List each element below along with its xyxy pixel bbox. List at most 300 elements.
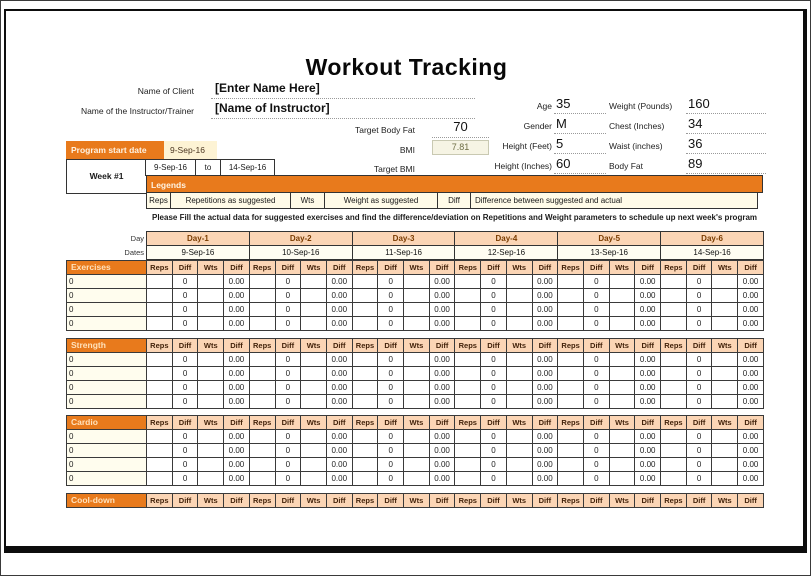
value-cell-diff[interactable]: 0.00 — [429, 458, 455, 472]
value-cell-wts[interactable] — [198, 275, 224, 289]
value-cell-wts[interactable] — [609, 395, 635, 409]
exercise-name-cell[interactable]: 0 — [67, 381, 147, 395]
value-cell-reps[interactable] — [147, 275, 173, 289]
height-inches-field[interactable]: 60 — [556, 156, 571, 171]
value-cell-diff[interactable]: 0.00 — [635, 444, 661, 458]
value-cell-reps[interactable] — [558, 303, 584, 317]
value-cell-diff[interactable]: 0.00 — [738, 353, 764, 367]
value-cell-diff[interactable]: 0 — [583, 289, 609, 303]
bmi-field[interactable]: 7.81 — [432, 140, 489, 155]
value-cell-diff[interactable]: 0 — [481, 353, 507, 367]
value-cell-diff[interactable]: 0.00 — [224, 444, 250, 458]
value-cell-diff[interactable]: 0.00 — [326, 381, 352, 395]
value-cell-diff[interactable]: 0 — [378, 430, 404, 444]
value-cell-diff[interactable]: 0 — [275, 275, 301, 289]
value-cell-diff[interactable]: 0.00 — [224, 381, 250, 395]
value-cell-wts[interactable] — [404, 289, 430, 303]
value-cell-reps[interactable] — [455, 317, 481, 331]
value-cell-diff[interactable]: 0.00 — [429, 275, 455, 289]
value-cell-diff[interactable]: 0.00 — [738, 367, 764, 381]
value-cell-reps[interactable] — [661, 367, 687, 381]
value-cell-reps[interactable] — [249, 381, 275, 395]
value-cell-reps[interactable] — [455, 289, 481, 303]
value-cell-diff[interactable]: 0.00 — [532, 289, 558, 303]
age-field[interactable]: 35 — [556, 96, 571, 111]
value-cell-diff[interactable]: 0 — [481, 317, 507, 331]
value-cell-diff[interactable]: 0 — [275, 458, 301, 472]
value-cell-reps[interactable] — [455, 458, 481, 472]
value-cell-reps[interactable] — [352, 317, 378, 331]
value-cell-diff[interactable]: 0 — [686, 381, 712, 395]
value-cell-diff[interactable]: 0 — [583, 444, 609, 458]
value-cell-diff[interactable]: 0 — [481, 444, 507, 458]
value-cell-wts[interactable] — [301, 444, 327, 458]
value-cell-wts[interactable] — [609, 303, 635, 317]
value-cell-diff[interactable]: 0 — [686, 367, 712, 381]
value-cell-diff[interactable]: 0 — [481, 367, 507, 381]
value-cell-wts[interactable] — [712, 430, 738, 444]
value-cell-wts[interactable] — [404, 353, 430, 367]
weight-field[interactable]: 160 — [688, 96, 710, 111]
value-cell-wts[interactable] — [198, 289, 224, 303]
exercise-name-cell[interactable]: 0 — [67, 353, 147, 367]
value-cell-diff[interactable]: 0.00 — [326, 317, 352, 331]
value-cell-wts[interactable] — [712, 444, 738, 458]
value-cell-reps[interactable] — [249, 303, 275, 317]
value-cell-wts[interactable] — [712, 303, 738, 317]
value-cell-diff[interactable]: 0 — [583, 275, 609, 289]
value-cell-diff[interactable]: 0.00 — [738, 303, 764, 317]
value-cell-reps[interactable] — [352, 395, 378, 409]
value-cell-diff[interactable]: 0.00 — [326, 430, 352, 444]
target-body-fat-field[interactable]: 70 — [453, 119, 468, 134]
value-cell-diff[interactable]: 0 — [481, 395, 507, 409]
value-cell-reps[interactable] — [661, 458, 687, 472]
value-cell-wts[interactable] — [404, 275, 430, 289]
value-cell-diff[interactable]: 0.00 — [224, 303, 250, 317]
value-cell-diff[interactable]: 0.00 — [224, 275, 250, 289]
value-cell-wts[interactable] — [301, 458, 327, 472]
value-cell-diff[interactable]: 0 — [686, 289, 712, 303]
value-cell-reps[interactable] — [352, 303, 378, 317]
value-cell-wts[interactable] — [301, 303, 327, 317]
value-cell-wts[interactable] — [198, 303, 224, 317]
value-cell-diff[interactable]: 0 — [481, 303, 507, 317]
value-cell-wts[interactable] — [198, 430, 224, 444]
value-cell-wts[interactable] — [404, 317, 430, 331]
exercise-name-cell[interactable]: 0 — [67, 367, 147, 381]
value-cell-diff[interactable]: 0 — [378, 444, 404, 458]
value-cell-diff[interactable]: 0.00 — [532, 472, 558, 486]
value-cell-diff[interactable]: 0.00 — [224, 458, 250, 472]
value-cell-reps[interactable] — [249, 367, 275, 381]
value-cell-reps[interactable] — [249, 430, 275, 444]
value-cell-diff[interactable]: 0.00 — [326, 289, 352, 303]
value-cell-reps[interactable] — [661, 381, 687, 395]
value-cell-diff[interactable]: 0 — [583, 353, 609, 367]
value-cell-wts[interactable] — [712, 395, 738, 409]
date-cell[interactable]: 12-Sep-16 — [455, 246, 558, 260]
gender-field[interactable]: M — [556, 116, 567, 131]
value-cell-diff[interactable]: 0 — [481, 472, 507, 486]
value-cell-diff[interactable]: 0 — [686, 472, 712, 486]
value-cell-wts[interactable] — [404, 472, 430, 486]
value-cell-diff[interactable]: 0.00 — [326, 444, 352, 458]
value-cell-reps[interactable] — [661, 472, 687, 486]
value-cell-reps[interactable] — [249, 458, 275, 472]
value-cell-diff[interactable]: 0 — [172, 430, 198, 444]
value-cell-reps[interactable] — [352, 381, 378, 395]
value-cell-reps[interactable] — [558, 395, 584, 409]
value-cell-reps[interactable] — [558, 381, 584, 395]
value-cell-diff[interactable]: 0.00 — [224, 317, 250, 331]
value-cell-diff[interactable]: 0 — [378, 395, 404, 409]
value-cell-reps[interactable] — [661, 444, 687, 458]
value-cell-diff[interactable]: 0 — [172, 458, 198, 472]
value-cell-wts[interactable] — [609, 444, 635, 458]
value-cell-diff[interactable]: 0 — [583, 472, 609, 486]
value-cell-diff[interactable]: 0.00 — [429, 381, 455, 395]
value-cell-wts[interactable] — [609, 381, 635, 395]
value-cell-diff[interactable]: 0.00 — [429, 289, 455, 303]
value-cell-diff[interactable]: 0.00 — [738, 444, 764, 458]
value-cell-diff[interactable]: 0 — [378, 303, 404, 317]
value-cell-diff[interactable]: 0.00 — [738, 472, 764, 486]
value-cell-diff[interactable]: 0 — [481, 430, 507, 444]
value-cell-diff[interactable]: 0 — [172, 444, 198, 458]
value-cell-wts[interactable] — [301, 367, 327, 381]
value-cell-diff[interactable]: 0.00 — [738, 289, 764, 303]
value-cell-reps[interactable] — [558, 458, 584, 472]
value-cell-reps[interactable] — [147, 353, 173, 367]
value-cell-wts[interactable] — [506, 353, 532, 367]
value-cell-wts[interactable] — [301, 275, 327, 289]
value-cell-reps[interactable] — [661, 289, 687, 303]
value-cell-diff[interactable]: 0 — [275, 430, 301, 444]
exercise-name-cell[interactable]: 0 — [67, 458, 147, 472]
value-cell-diff[interactable]: 0 — [686, 353, 712, 367]
value-cell-wts[interactable] — [506, 303, 532, 317]
value-cell-diff[interactable]: 0.00 — [429, 303, 455, 317]
value-cell-diff[interactable]: 0 — [686, 303, 712, 317]
value-cell-wts[interactable] — [609, 367, 635, 381]
date-cell[interactable]: 10-Sep-16 — [249, 246, 352, 260]
value-cell-diff[interactable]: 0.00 — [635, 275, 661, 289]
value-cell-diff[interactable]: 0.00 — [738, 275, 764, 289]
value-cell-wts[interactable] — [404, 395, 430, 409]
value-cell-diff[interactable]: 0.00 — [532, 303, 558, 317]
value-cell-wts[interactable] — [198, 458, 224, 472]
value-cell-diff[interactable]: 0.00 — [532, 367, 558, 381]
value-cell-diff[interactable]: 0.00 — [224, 289, 250, 303]
value-cell-diff[interactable]: 0 — [583, 367, 609, 381]
value-cell-wts[interactable] — [301, 381, 327, 395]
value-cell-wts[interactable] — [198, 381, 224, 395]
value-cell-diff[interactable]: 0.00 — [429, 444, 455, 458]
value-cell-wts[interactable] — [198, 317, 224, 331]
value-cell-reps[interactable] — [147, 395, 173, 409]
value-cell-diff[interactable]: 0 — [172, 275, 198, 289]
value-cell-wts[interactable] — [301, 395, 327, 409]
value-cell-diff[interactable]: 0 — [172, 367, 198, 381]
value-cell-reps[interactable] — [558, 353, 584, 367]
value-cell-reps[interactable] — [147, 458, 173, 472]
date-cell[interactable]: 9-Sep-16 — [147, 246, 250, 260]
value-cell-wts[interactable] — [301, 289, 327, 303]
value-cell-reps[interactable] — [352, 289, 378, 303]
value-cell-wts[interactable] — [404, 367, 430, 381]
value-cell-wts[interactable] — [609, 289, 635, 303]
value-cell-wts[interactable] — [609, 353, 635, 367]
value-cell-reps[interactable] — [558, 367, 584, 381]
value-cell-wts[interactable] — [609, 472, 635, 486]
value-cell-wts[interactable] — [506, 430, 532, 444]
value-cell-reps[interactable] — [661, 395, 687, 409]
value-cell-reps[interactable] — [558, 275, 584, 289]
value-cell-reps[interactable] — [249, 444, 275, 458]
chest-field[interactable]: 34 — [688, 116, 703, 131]
value-cell-reps[interactable] — [455, 367, 481, 381]
week-to-date[interactable]: 14-Sep-16 — [220, 159, 275, 176]
value-cell-reps[interactable] — [558, 430, 584, 444]
value-cell-diff[interactable]: 0.00 — [429, 395, 455, 409]
value-cell-reps[interactable] — [558, 289, 584, 303]
exercise-name-cell[interactable]: 0 — [67, 430, 147, 444]
value-cell-reps[interactable] — [249, 317, 275, 331]
value-cell-reps[interactable] — [455, 395, 481, 409]
value-cell-reps[interactable] — [147, 367, 173, 381]
value-cell-diff[interactable]: 0 — [275, 303, 301, 317]
value-cell-reps[interactable] — [661, 303, 687, 317]
value-cell-diff[interactable]: 0.00 — [635, 317, 661, 331]
value-cell-wts[interactable] — [506, 317, 532, 331]
value-cell-diff[interactable]: 0.00 — [532, 444, 558, 458]
value-cell-reps[interactable] — [352, 472, 378, 486]
value-cell-reps[interactable] — [249, 395, 275, 409]
value-cell-wts[interactable] — [404, 381, 430, 395]
value-cell-diff[interactable]: 0.00 — [429, 430, 455, 444]
value-cell-diff[interactable]: 0.00 — [738, 317, 764, 331]
instructor-name-field[interactable]: [Name of Instructor] — [215, 101, 330, 115]
value-cell-diff[interactable]: 0.00 — [224, 430, 250, 444]
value-cell-diff[interactable]: 0 — [378, 289, 404, 303]
value-cell-diff[interactable]: 0 — [378, 472, 404, 486]
value-cell-diff[interactable]: 0 — [275, 381, 301, 395]
value-cell-reps[interactable] — [558, 472, 584, 486]
value-cell-reps[interactable] — [661, 430, 687, 444]
value-cell-diff[interactable]: 0.00 — [635, 367, 661, 381]
value-cell-wts[interactable] — [404, 458, 430, 472]
exercise-name-cell[interactable]: 0 — [67, 275, 147, 289]
value-cell-diff[interactable]: 0 — [686, 444, 712, 458]
value-cell-diff[interactable]: 0.00 — [532, 353, 558, 367]
value-cell-diff[interactable]: 0 — [481, 458, 507, 472]
value-cell-wts[interactable] — [609, 275, 635, 289]
date-cell[interactable]: 14-Sep-16 — [661, 246, 764, 260]
value-cell-reps[interactable] — [352, 367, 378, 381]
value-cell-wts[interactable] — [609, 430, 635, 444]
value-cell-diff[interactable]: 0.00 — [738, 381, 764, 395]
value-cell-diff[interactable]: 0 — [172, 472, 198, 486]
program-start-date-field[interactable]: 9-Sep-16 — [164, 141, 217, 159]
value-cell-reps[interactable] — [455, 303, 481, 317]
value-cell-wts[interactable] — [712, 458, 738, 472]
value-cell-wts[interactable] — [506, 367, 532, 381]
value-cell-reps[interactable] — [147, 472, 173, 486]
value-cell-diff[interactable]: 0.00 — [738, 458, 764, 472]
value-cell-diff[interactable]: 0.00 — [224, 353, 250, 367]
value-cell-diff[interactable]: 0 — [275, 289, 301, 303]
exercise-name-cell[interactable]: 0 — [67, 289, 147, 303]
value-cell-reps[interactable] — [661, 275, 687, 289]
value-cell-diff[interactable]: 0.00 — [429, 317, 455, 331]
value-cell-reps[interactable] — [352, 353, 378, 367]
value-cell-wts[interactable] — [506, 275, 532, 289]
value-cell-diff[interactable]: 0 — [275, 317, 301, 331]
value-cell-diff[interactable]: 0.00 — [429, 353, 455, 367]
value-cell-diff[interactable]: 0.00 — [326, 395, 352, 409]
exercise-name-cell[interactable]: 0 — [67, 444, 147, 458]
height-feet-field[interactable]: 5 — [556, 136, 564, 151]
value-cell-reps[interactable] — [147, 317, 173, 331]
value-cell-wts[interactable] — [301, 430, 327, 444]
value-cell-diff[interactable]: 0 — [275, 395, 301, 409]
body-fat-field[interactable]: 89 — [688, 156, 703, 171]
value-cell-wts[interactable] — [301, 353, 327, 367]
value-cell-diff[interactable]: 0.00 — [635, 303, 661, 317]
value-cell-diff[interactable]: 0.00 — [635, 430, 661, 444]
value-cell-diff[interactable]: 0 — [275, 472, 301, 486]
value-cell-reps[interactable] — [455, 472, 481, 486]
value-cell-wts[interactable] — [198, 367, 224, 381]
value-cell-wts[interactable] — [506, 381, 532, 395]
value-cell-wts[interactable] — [301, 317, 327, 331]
value-cell-wts[interactable] — [198, 444, 224, 458]
value-cell-diff[interactable]: 0 — [686, 317, 712, 331]
value-cell-diff[interactable]: 0 — [481, 275, 507, 289]
value-cell-diff[interactable]: 0 — [172, 395, 198, 409]
value-cell-diff[interactable]: 0.00 — [224, 472, 250, 486]
value-cell-diff[interactable]: 0.00 — [635, 381, 661, 395]
value-cell-diff[interactable]: 0 — [583, 303, 609, 317]
value-cell-diff[interactable]: 0 — [172, 289, 198, 303]
value-cell-reps[interactable] — [249, 472, 275, 486]
value-cell-diff[interactable]: 0 — [481, 289, 507, 303]
value-cell-wts[interactable] — [198, 353, 224, 367]
value-cell-wts[interactable] — [506, 472, 532, 486]
value-cell-diff[interactable]: 0.00 — [532, 317, 558, 331]
exercise-name-cell[interactable]: 0 — [67, 395, 147, 409]
value-cell-wts[interactable] — [506, 395, 532, 409]
value-cell-wts[interactable] — [506, 289, 532, 303]
value-cell-wts[interactable] — [404, 444, 430, 458]
value-cell-reps[interactable] — [352, 458, 378, 472]
value-cell-wts[interactable] — [198, 395, 224, 409]
value-cell-diff[interactable]: 0.00 — [532, 395, 558, 409]
value-cell-diff[interactable]: 0 — [583, 381, 609, 395]
value-cell-wts[interactable] — [712, 317, 738, 331]
value-cell-diff[interactable]: 0 — [686, 275, 712, 289]
value-cell-diff[interactable]: 0 — [583, 317, 609, 331]
value-cell-reps[interactable] — [352, 275, 378, 289]
value-cell-reps[interactable] — [249, 275, 275, 289]
waist-field[interactable]: 36 — [688, 136, 703, 151]
value-cell-reps[interactable] — [147, 289, 173, 303]
value-cell-reps[interactable] — [147, 444, 173, 458]
value-cell-reps[interactable] — [249, 289, 275, 303]
value-cell-reps[interactable] — [455, 430, 481, 444]
value-cell-reps[interactable] — [352, 444, 378, 458]
value-cell-diff[interactable]: 0 — [481, 381, 507, 395]
value-cell-diff[interactable]: 0 — [275, 367, 301, 381]
value-cell-diff[interactable]: 0.00 — [326, 458, 352, 472]
value-cell-wts[interactable] — [609, 317, 635, 331]
value-cell-reps[interactable] — [352, 430, 378, 444]
value-cell-wts[interactable] — [712, 353, 738, 367]
value-cell-reps[interactable] — [455, 275, 481, 289]
value-cell-diff[interactable]: 0.00 — [532, 275, 558, 289]
value-cell-reps[interactable] — [147, 430, 173, 444]
value-cell-diff[interactable]: 0 — [378, 353, 404, 367]
value-cell-diff[interactable]: 0 — [686, 395, 712, 409]
value-cell-diff[interactable]: 0 — [378, 381, 404, 395]
value-cell-wts[interactable] — [506, 458, 532, 472]
value-cell-reps[interactable] — [661, 317, 687, 331]
week-from-date[interactable]: 9-Sep-16 — [145, 159, 196, 176]
value-cell-diff[interactable]: 0.00 — [224, 367, 250, 381]
exercise-name-cell[interactable]: 0 — [67, 317, 147, 331]
value-cell-wts[interactable] — [404, 303, 430, 317]
value-cell-reps[interactable] — [455, 444, 481, 458]
exercise-name-cell[interactable]: 0 — [67, 303, 147, 317]
value-cell-reps[interactable] — [147, 303, 173, 317]
value-cell-diff[interactable]: 0 — [172, 303, 198, 317]
value-cell-wts[interactable] — [198, 472, 224, 486]
value-cell-wts[interactable] — [301, 472, 327, 486]
value-cell-diff[interactable]: 0.00 — [635, 353, 661, 367]
value-cell-diff[interactable]: 0.00 — [429, 367, 455, 381]
value-cell-diff[interactable]: 0 — [172, 353, 198, 367]
date-cell[interactable]: 13-Sep-16 — [558, 246, 661, 260]
value-cell-diff[interactable]: 0.00 — [532, 430, 558, 444]
value-cell-reps[interactable] — [661, 353, 687, 367]
value-cell-reps[interactable] — [455, 353, 481, 367]
value-cell-diff[interactable]: 0 — [686, 430, 712, 444]
value-cell-diff[interactable]: 0 — [686, 458, 712, 472]
value-cell-reps[interactable] — [455, 381, 481, 395]
value-cell-diff[interactable]: 0 — [275, 353, 301, 367]
value-cell-diff[interactable]: 0.00 — [326, 353, 352, 367]
value-cell-diff[interactable]: 0 — [378, 458, 404, 472]
value-cell-wts[interactable] — [506, 444, 532, 458]
value-cell-diff[interactable]: 0.00 — [532, 381, 558, 395]
value-cell-diff[interactable]: 0.00 — [532, 458, 558, 472]
value-cell-diff[interactable]: 0 — [275, 444, 301, 458]
value-cell-diff[interactable]: 0.00 — [635, 458, 661, 472]
value-cell-diff[interactable]: 0 — [378, 275, 404, 289]
value-cell-diff[interactable]: 0.00 — [326, 472, 352, 486]
value-cell-wts[interactable] — [609, 458, 635, 472]
value-cell-diff[interactable]: 0 — [172, 317, 198, 331]
value-cell-diff[interactable]: 0.00 — [429, 472, 455, 486]
value-cell-wts[interactable] — [712, 472, 738, 486]
value-cell-wts[interactable] — [712, 289, 738, 303]
value-cell-diff[interactable]: 0 — [583, 458, 609, 472]
value-cell-diff[interactable]: 0 — [378, 317, 404, 331]
value-cell-wts[interactable] — [404, 430, 430, 444]
value-cell-reps[interactable] — [558, 317, 584, 331]
value-cell-diff[interactable]: 0.00 — [326, 303, 352, 317]
